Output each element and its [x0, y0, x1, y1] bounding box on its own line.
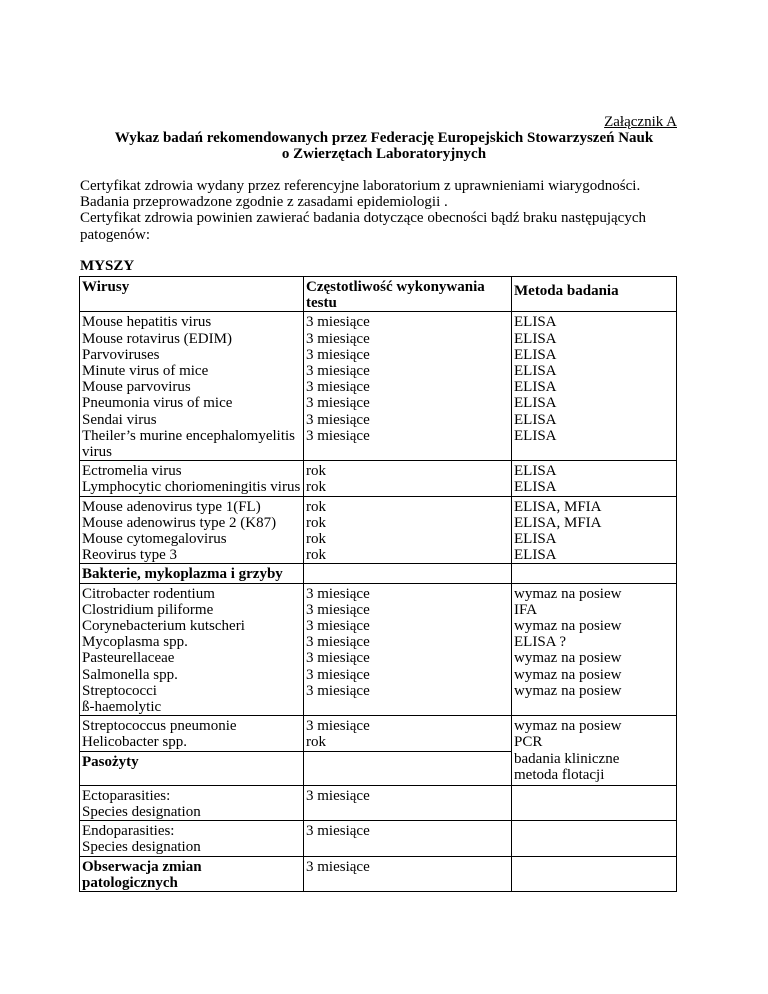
- bacteria-heading: Bakterie, mykoplazma i grzyby: [80, 564, 304, 583]
- frequency-value: 3 miesiące: [306, 601, 370, 618]
- pathogen-name: Citrobacter rodentium: [82, 585, 215, 602]
- method-value: ELISA: [514, 346, 557, 363]
- intro-line: Certyfikat zdrowia wydany przez referencyjne laboratorium z uprawnieniami wiarygodności.: [80, 178, 641, 194]
- empty-cell: [512, 821, 677, 856]
- frequency-value: 3 miesiące: [306, 618, 370, 635]
- frequency-cell: [304, 496, 512, 564]
- virus-names-cell: [80, 461, 304, 496]
- frequency-value: rok: [306, 498, 326, 515]
- pathogen-name: Minute virus of mice: [82, 363, 209, 380]
- frequency-value: 3 miesiące: [306, 650, 370, 667]
- table-row: [80, 461, 677, 496]
- intro-line: patogenów:: [80, 226, 150, 243]
- frequency-value: 3 miesiące: [306, 395, 370, 412]
- table-row: [80, 312, 677, 461]
- frequency-value: 3 miesiące: [306, 411, 370, 428]
- frequency-value: rok: [306, 514, 326, 531]
- method-value: wymaz na posiew: [514, 682, 622, 699]
- frequency-value: 3 miesiące: [306, 666, 370, 683]
- method-value: wymaz na posiew: [514, 650, 622, 667]
- method-cell: [512, 716, 677, 785]
- pathogen-name: Clostridium piliforme: [82, 601, 214, 618]
- pathogen-name: Mycoplasma spp.: [82, 634, 188, 651]
- pathogen-name: Endoparasities:: [82, 823, 175, 840]
- frequency-cell: [304, 461, 512, 496]
- frequency-cell: 3 miesiące: [304, 821, 512, 856]
- observation-cell: Obserwacja zmian patologicznych: [80, 856, 304, 891]
- method-value: wymaz na posiew: [514, 718, 622, 735]
- frequency-value: rok: [306, 734, 326, 751]
- frequency-value: 3 miesiące: [306, 379, 370, 396]
- frequency-value: rok: [306, 547, 326, 564]
- empty-cell: [304, 564, 512, 583]
- endoparasites-cell: [80, 821, 304, 856]
- pathogen-name: Pneumonia virus of mice: [82, 395, 233, 412]
- pathogen-name: Lymphocytic choriomeningitis virus: [82, 479, 301, 496]
- method-value: PCR: [514, 734, 543, 751]
- ectoparasites-cell: [80, 785, 304, 820]
- title-line-1: Wykaz badań rekomendowanych przez Federację Europejskich Stowarzyszeń Nauk: [114, 130, 654, 146]
- frequency-value: 3 miesiące: [306, 330, 370, 347]
- pathogen-name: Corynebacterium kutscheri: [82, 618, 245, 635]
- method-cell: [512, 312, 677, 461]
- method-value: ELISA, MFIA: [514, 514, 602, 531]
- method-value: ELISA: [514, 463, 557, 480]
- method-value: ELISA: [514, 314, 557, 331]
- pathogen-name: Species designation: [82, 839, 201, 856]
- pathogen-name: Ectromelia virus: [82, 463, 182, 480]
- frequency-value: rok: [306, 531, 326, 548]
- pathogen-name: Pasteurellaceae: [82, 650, 175, 667]
- virus-names-cell: [80, 312, 304, 461]
- frequency-value: 3 miesiące: [306, 346, 370, 363]
- header-viruses: Wirusy: [80, 277, 304, 312]
- pathogen-name: Mouse adenovirus type 1(FL): [82, 498, 261, 515]
- pathogen-name: Sendai virus: [82, 411, 157, 428]
- bacteria-names-cell: [80, 583, 304, 716]
- table-row: [80, 716, 677, 751]
- frequency-cell: [304, 716, 512, 751]
- pathogen-table: [79, 276, 677, 892]
- pathogen-name: Mouse rotavirus (EDIM): [82, 330, 232, 347]
- method-value: wymaz na posiew: [514, 618, 622, 635]
- method-value: ELISA: [514, 363, 557, 380]
- table-row: [80, 785, 677, 820]
- method-value: badania kliniczne: [514, 750, 620, 767]
- method-value: wymaz na posiew: [514, 585, 622, 602]
- table-row: [80, 856, 677, 891]
- frequency-value: 3 miesiące: [306, 634, 370, 651]
- pathogen-name: Streptococcus pneumonie: [82, 718, 237, 735]
- method-value: ELISA: [514, 547, 557, 564]
- method-cell: [512, 461, 677, 496]
- table-row: [80, 564, 677, 583]
- header-method: Metoda badania: [512, 277, 677, 312]
- pathogen-name: Mouse adenowirus type 2 (K87): [82, 514, 277, 531]
- method-value: ELISA, MFIA: [514, 498, 602, 515]
- frequency-value: 3 miesiące: [306, 314, 370, 331]
- attachment-label: Załącznik A: [604, 114, 677, 130]
- frequency-value: 3 miesiące: [306, 585, 370, 602]
- pathogen-name: ß-haemolytic: [82, 699, 162, 716]
- method-value: ELISA: [514, 411, 557, 428]
- pathogen-name: Ectoparasities:: [82, 787, 171, 804]
- document-title: [60, 130, 708, 162]
- method-cell: [512, 496, 677, 564]
- bacteria-names-cell: [80, 716, 304, 751]
- table-row: [80, 821, 677, 856]
- method-value: wymaz na posiew: [514, 666, 622, 683]
- frequency-value: rok: [306, 463, 326, 480]
- frequency-cell: 3 miesiące: [304, 785, 512, 820]
- method-value: IFA: [514, 601, 538, 618]
- pathogen-name: Theiler’s murine encephalomyelitis virus: [82, 427, 295, 461]
- empty-cell: [304, 751, 512, 785]
- pathogen-name: Mouse cytomegalovirus: [82, 531, 227, 548]
- method-cell: [512, 583, 677, 716]
- pathogen-name: Salmonella spp.: [82, 666, 178, 683]
- pathogen-name: Mouse parvovirus: [82, 379, 191, 396]
- method-value: ELISA: [514, 330, 557, 347]
- frequency-value: 3 miesiące: [306, 363, 370, 380]
- parasites-heading: Pasożyty: [80, 751, 304, 785]
- intro-paragraph: [80, 178, 720, 243]
- method-value: ELISA: [514, 479, 557, 496]
- table-header-row: [80, 277, 677, 312]
- pathogen-name: Mouse hepatitis virus: [82, 314, 212, 331]
- intro-line: Badania przeprowadzone zgodnie z zasadami epidemiologii .: [80, 194, 448, 211]
- table-row: [80, 496, 677, 564]
- virus-names-cell: [80, 496, 304, 564]
- pathogen-name: Species designation: [82, 803, 201, 820]
- frequency-value: 3 miesiące: [306, 427, 370, 444]
- frequency-value: rok: [306, 479, 326, 496]
- table-row: [80, 583, 677, 716]
- method-value: ELISA: [514, 379, 557, 396]
- section-title: MYSZY: [80, 258, 135, 274]
- pathogen-name: Parvoviruses: [82, 346, 160, 363]
- method-value: ELISA ?: [514, 634, 567, 651]
- header-frequency: Częstotliwość wykonywania testu: [304, 277, 512, 312]
- frequency-cell: 3 miesiące: [304, 856, 512, 891]
- method-value: ELISA: [514, 395, 557, 412]
- frequency-value: 3 miesiące: [306, 718, 370, 735]
- intro-line: Certyfikat zdrowia powinien zawierać badania dotyczące obecności bądź braku następujących: [80, 210, 646, 227]
- pathogen-name: Reovirus type 3: [82, 547, 177, 564]
- method-value: ELISA: [514, 427, 557, 444]
- frequency-value: 3 miesiące: [306, 682, 370, 699]
- empty-cell: [512, 856, 677, 891]
- frequency-cell: [304, 312, 512, 461]
- pathogen-name: Streptococci: [82, 682, 157, 699]
- pathogen-name: Helicobacter spp.: [82, 734, 187, 751]
- method-value: ELISA: [514, 531, 557, 548]
- frequency-cell: [304, 583, 512, 716]
- method-value: metoda flotacji: [514, 766, 605, 783]
- empty-cell: [512, 785, 677, 820]
- title-line-2: o Zwierzętach Laboratoryjnych: [281, 146, 487, 163]
- empty-cell: [512, 564, 677, 583]
